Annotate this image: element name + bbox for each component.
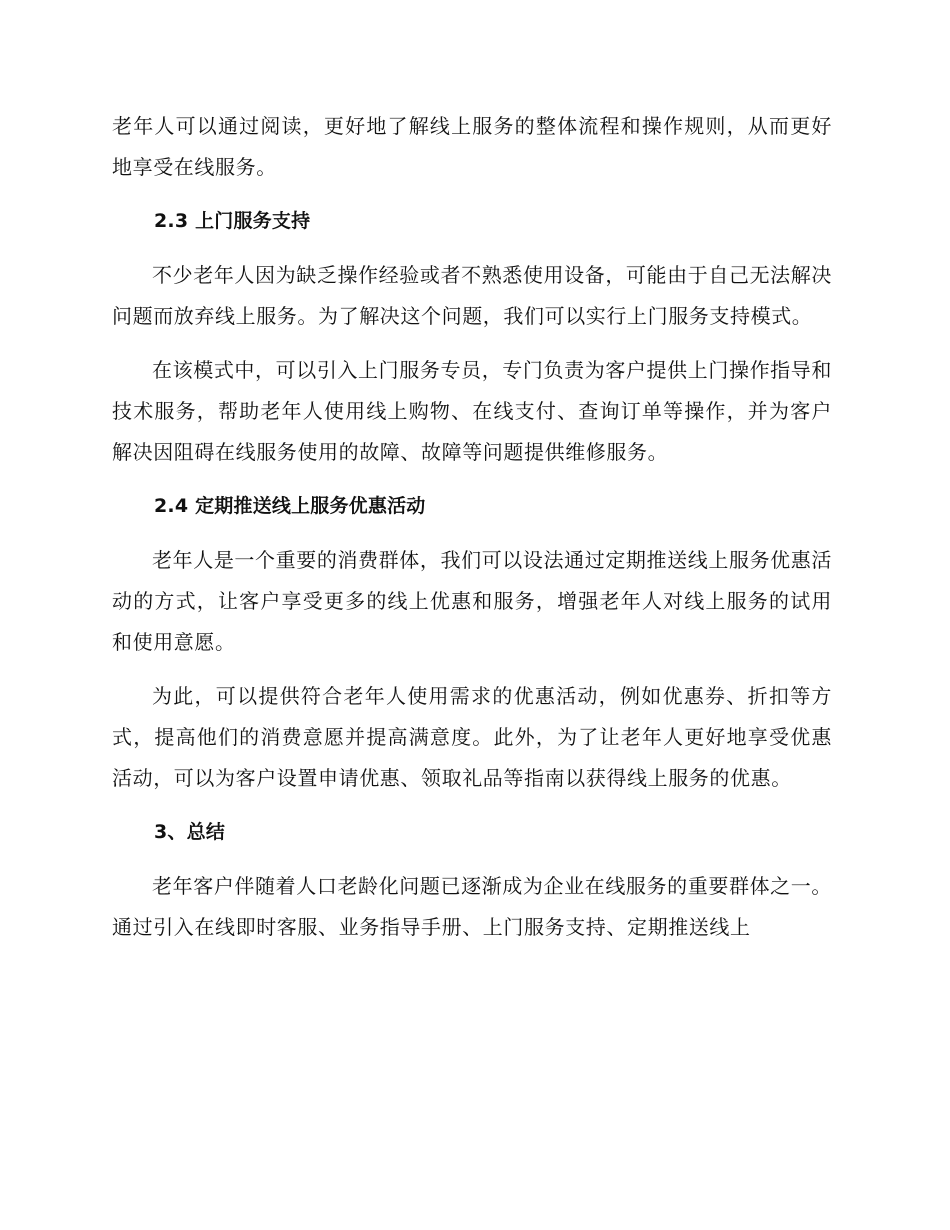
paragraph-reading-benefit: 老年人可以通过阅读，更好地了解线上服务的整体流程和操作规则，从而更好地享受在线服务。 (112, 114, 832, 179)
document-body (112, 106, 832, 961)
paragraph-onsite-details: 在该模式中，可以引入上门服务专员，专门负责为客户提供上门操作指导和技术服务，帮助老年人使用线上购物、在线支付、查询订单等操作，并为客户解决因阻碍在线服务使用的故障、故障等问题提供维修服务。 (112, 358, 832, 464)
section-heading-2-3: 2.3 上门服务支持 (154, 210, 311, 232)
paragraph-promotions-details: 为此，可以提供符合老年人使用需求的优惠活动，例如优惠券、折扣等方式，提高他们的消费意愿并提高满意度。此外，为了让老年人更好地享受优惠活动，可以为客户设置申请优惠、领取礼品等指南以获得线上服务的优惠。 (112, 684, 832, 790)
section-heading-2-4: 2.4 定期推送线上服务优惠活动 (154, 495, 426, 517)
paragraph-promotions-intro: 老年人是一个重要的消费群体，我们可以设法通过定期推送线上服务优惠活动的方式，让客户享受更多的线上优惠和服务，增强老年人对线上服务的试用和使用意愿。 (112, 548, 832, 654)
paragraph-onsite-intro: 不少老年人因为缺乏操作经验或者不熟悉使用设备，可能由于自己无法解决问题而放弃线上服务。为了解决这个问题，我们可以实行上门服务支持模式。 (112, 263, 832, 328)
paragraph-summary: 老年客户伴随着人口老龄化问题已逐渐成为企业在线服务的重要群体之一。通过引入在线即时客服、业务指导手册、上门服务支持、定期推送线上 (112, 874, 832, 939)
section-heading-3-summary: 3、总结 (154, 821, 226, 843)
